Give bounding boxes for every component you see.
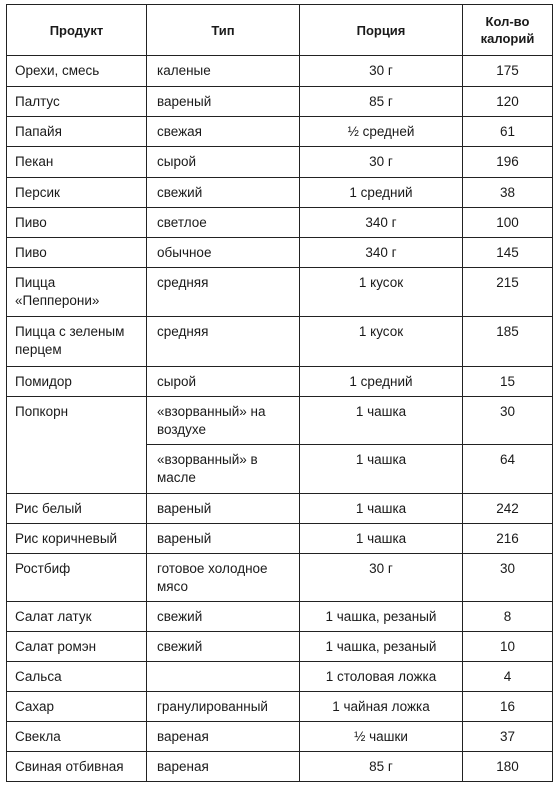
header-calories-label: Кол-во калорий xyxy=(480,14,535,46)
header-type: Тип xyxy=(147,5,300,56)
table-row xyxy=(7,662,553,692)
cell-product-text: Свиная отбивная xyxy=(15,759,124,774)
cell-calories-text: 100 xyxy=(496,215,519,230)
cell-calories xyxy=(463,602,553,632)
cell-type-text: свежий xyxy=(157,639,203,654)
cell-portion xyxy=(300,178,463,208)
cell-product xyxy=(7,662,147,692)
cell-portion xyxy=(300,117,463,147)
cell-product-text: Свекла xyxy=(15,729,61,744)
cell-product xyxy=(7,56,147,87)
cell-product-text: Рис коричневый xyxy=(15,531,118,546)
cell-type-text: «взорванный» в масле xyxy=(157,452,258,485)
cell-portion xyxy=(300,397,463,445)
table-row xyxy=(7,524,553,554)
cell-calories xyxy=(463,662,553,692)
cell-calories xyxy=(463,397,553,445)
table-row xyxy=(7,87,553,117)
cell-portion-text: 1 чашка xyxy=(355,531,407,546)
cell-product-text: Рис белый xyxy=(15,501,82,516)
cell-product-text: Пиво xyxy=(15,215,47,230)
cell-type xyxy=(147,367,300,397)
cell-portion xyxy=(300,692,463,722)
cell-calories-text: 175 xyxy=(496,63,519,78)
cell-type xyxy=(147,317,300,367)
cell-calories-text: 242 xyxy=(496,501,519,516)
cell-type xyxy=(147,632,300,662)
cell-portion-text: ½ чашки xyxy=(354,729,408,744)
cell-calories xyxy=(463,494,553,524)
cell-portion-text: 1 чайная ложка xyxy=(332,699,430,714)
cell-product xyxy=(7,238,147,268)
cell-type xyxy=(147,178,300,208)
cell-portion-text: 340 г xyxy=(365,245,397,260)
cell-calories-text: 16 xyxy=(499,699,516,714)
cell-calories xyxy=(463,692,553,722)
cell-product-text: Персик xyxy=(15,185,60,200)
cell-type-text xyxy=(147,662,299,668)
cell-portion xyxy=(300,752,463,782)
cell-calories-text: 180 xyxy=(496,759,519,774)
cell-type-text: вареный xyxy=(157,501,212,516)
table-row xyxy=(7,602,553,632)
cell-calories xyxy=(463,238,553,268)
cell-portion-text: 1 чашка, резаный xyxy=(325,609,437,624)
cell-portion-text: 1 кусок xyxy=(358,324,404,339)
cell-type-text: готовое холодное мясо xyxy=(157,561,268,594)
cell-calories xyxy=(463,752,553,782)
cell-product xyxy=(7,208,147,238)
cell-product-text: Папайя xyxy=(15,124,62,139)
cell-portion-text: 85 г xyxy=(369,94,393,109)
cell-type-text: светлое xyxy=(157,215,207,230)
table-row xyxy=(7,56,553,87)
cell-product-text: Пиво xyxy=(15,245,47,260)
cell-type xyxy=(147,554,300,602)
cell-type-text: свежий xyxy=(157,609,203,624)
cell-calories xyxy=(463,317,553,367)
cell-calories-text: 30 xyxy=(499,404,516,419)
cell-product xyxy=(7,397,147,494)
cell-type xyxy=(147,397,300,445)
cell-calories xyxy=(463,632,553,662)
cell-type xyxy=(147,602,300,632)
cell-calories xyxy=(463,554,553,602)
cell-portion-text: 85 г xyxy=(369,759,393,774)
cell-calories-text: 215 xyxy=(496,275,519,290)
cell-product-text: Пекан xyxy=(15,154,54,169)
cell-product-text: Сальса xyxy=(15,669,62,684)
cell-calories-text: 185 xyxy=(496,324,519,339)
cell-portion xyxy=(300,367,463,397)
cell-product xyxy=(7,494,147,524)
cell-product-text: Попкорн xyxy=(15,404,69,419)
cell-calories-text: 15 xyxy=(499,374,516,389)
cell-type-text: сырой xyxy=(157,374,197,389)
cell-portion-text: ½ средней xyxy=(347,124,415,139)
cell-type-text: обычное xyxy=(157,245,212,260)
cell-portion-text: 30 г xyxy=(369,561,393,576)
cell-type-text: свежая xyxy=(157,124,202,139)
cell-calories xyxy=(463,524,553,554)
cell-product-text: Палтус xyxy=(15,94,60,109)
cell-type xyxy=(147,524,300,554)
cell-product xyxy=(7,147,147,178)
cell-portion-text: 1 чашка xyxy=(355,501,407,516)
cell-calories xyxy=(463,178,553,208)
cell-type xyxy=(147,494,300,524)
table-row xyxy=(7,178,553,208)
cell-portion xyxy=(300,722,463,752)
cell-portion xyxy=(300,147,463,178)
cell-portion xyxy=(300,524,463,554)
table-row xyxy=(7,692,553,722)
table-row xyxy=(7,117,553,147)
cell-calories xyxy=(463,208,553,238)
cell-portion-text: 1 столовая ложка xyxy=(325,669,437,684)
cell-portion xyxy=(300,445,463,494)
cell-type xyxy=(147,268,300,317)
table-row xyxy=(7,632,553,662)
cell-type xyxy=(147,752,300,782)
cell-product-text: Помидор xyxy=(15,374,72,389)
cell-portion xyxy=(300,662,463,692)
cell-portion xyxy=(300,56,463,87)
cell-type-text: вареный xyxy=(157,94,212,109)
cell-calories-text: 4 xyxy=(503,669,512,684)
cell-product xyxy=(7,524,147,554)
cell-calories xyxy=(463,445,553,494)
cell-calories xyxy=(463,367,553,397)
cell-portion xyxy=(300,317,463,367)
table-row xyxy=(7,722,553,752)
cell-product xyxy=(7,554,147,602)
cell-type-text: вареная xyxy=(157,729,209,744)
cell-calories-text: 61 xyxy=(499,124,516,139)
cell-type xyxy=(147,147,300,178)
table-row xyxy=(7,317,553,367)
cell-type-text: сырой xyxy=(157,154,197,169)
cell-type xyxy=(147,87,300,117)
cell-portion xyxy=(300,554,463,602)
cell-portion-text: 30 г xyxy=(369,63,393,78)
table-row xyxy=(7,752,553,782)
cell-product xyxy=(7,268,147,317)
cell-type xyxy=(147,208,300,238)
cell-type xyxy=(147,722,300,752)
table-row xyxy=(7,268,553,317)
table-row xyxy=(7,397,553,445)
cell-calories xyxy=(463,87,553,117)
cell-product xyxy=(7,117,147,147)
cell-product-text: Пицца с зеленым перцем xyxy=(15,324,125,357)
cell-portion-text: 1 чашка xyxy=(355,452,407,467)
cell-portion xyxy=(300,238,463,268)
cell-portion xyxy=(300,87,463,117)
cell-type-text: вареный xyxy=(157,531,212,546)
cell-calories-text: 10 xyxy=(499,639,516,654)
cell-portion-text: 340 г xyxy=(365,215,397,230)
cell-product-text: Орехи, смесь xyxy=(15,63,100,78)
cell-portion xyxy=(300,268,463,317)
cell-product xyxy=(7,367,147,397)
cell-portion xyxy=(300,602,463,632)
cell-calories xyxy=(463,117,553,147)
cell-portion xyxy=(300,632,463,662)
cell-calories-text: 120 xyxy=(496,94,519,109)
cell-product xyxy=(7,752,147,782)
table-row xyxy=(7,208,553,238)
cell-product xyxy=(7,317,147,367)
cell-calories-text: 64 xyxy=(499,452,516,467)
header-calories xyxy=(463,5,553,56)
cell-product-text: Пицца «Пепперони» xyxy=(15,275,100,308)
cell-calories-text: 196 xyxy=(496,154,519,169)
cell-type-text: свежий xyxy=(157,185,203,200)
cell-product xyxy=(7,602,147,632)
cell-type xyxy=(147,117,300,147)
table-row xyxy=(7,367,553,397)
cell-product xyxy=(7,632,147,662)
cell-calories-text: 37 xyxy=(499,729,516,744)
cell-type-text: средняя xyxy=(157,275,209,290)
cell-calories-text: 216 xyxy=(496,531,519,546)
cell-portion xyxy=(300,208,463,238)
cell-portion-text: 1 чашка, резаный xyxy=(325,639,437,654)
cell-calories xyxy=(463,147,553,178)
cell-type xyxy=(147,445,300,494)
cell-calories-text: 30 xyxy=(499,561,516,576)
cell-calories-text: 38 xyxy=(499,185,516,200)
cell-product xyxy=(7,722,147,752)
cell-product-text: Сахар xyxy=(15,699,55,714)
cell-calories xyxy=(463,56,553,87)
table-row xyxy=(7,554,553,602)
cell-product xyxy=(7,87,147,117)
cell-type-text: вареная xyxy=(157,759,209,774)
cell-product xyxy=(7,692,147,722)
cell-type xyxy=(147,662,300,692)
table-row xyxy=(7,147,553,178)
table-row xyxy=(7,238,553,268)
table-header-row xyxy=(7,5,553,56)
cell-type-text: «взорванный» на воздухе xyxy=(157,404,266,437)
cell-portion-text: 30 г xyxy=(369,154,393,169)
cell-type-text: гранулированный xyxy=(157,699,268,714)
cell-product-text: Салат латук xyxy=(15,609,92,624)
cell-product-text: Ростбиф xyxy=(15,561,71,576)
cell-type xyxy=(147,238,300,268)
table-row xyxy=(7,494,553,524)
calorie-table xyxy=(6,4,553,782)
cell-calories xyxy=(463,722,553,752)
cell-type-text: средняя xyxy=(157,324,209,339)
cell-product xyxy=(7,178,147,208)
cell-portion-text: 1 средний xyxy=(349,185,413,200)
cell-product-text: Салат ромэн xyxy=(15,639,97,654)
cell-portion-text: 1 средний xyxy=(349,374,413,389)
header-portion: Порция xyxy=(300,5,463,56)
cell-type-text: каленые xyxy=(157,63,211,78)
cell-portion-text: 1 чашка xyxy=(355,404,407,419)
header-product: Продукт xyxy=(7,5,147,56)
cell-calories-text: 145 xyxy=(496,245,519,260)
cell-calories-text: 8 xyxy=(503,609,512,624)
cell-calories xyxy=(463,268,553,317)
cell-portion-text: 1 кусок xyxy=(358,275,404,290)
cell-type xyxy=(147,56,300,87)
cell-portion xyxy=(300,494,463,524)
cell-type xyxy=(147,692,300,722)
